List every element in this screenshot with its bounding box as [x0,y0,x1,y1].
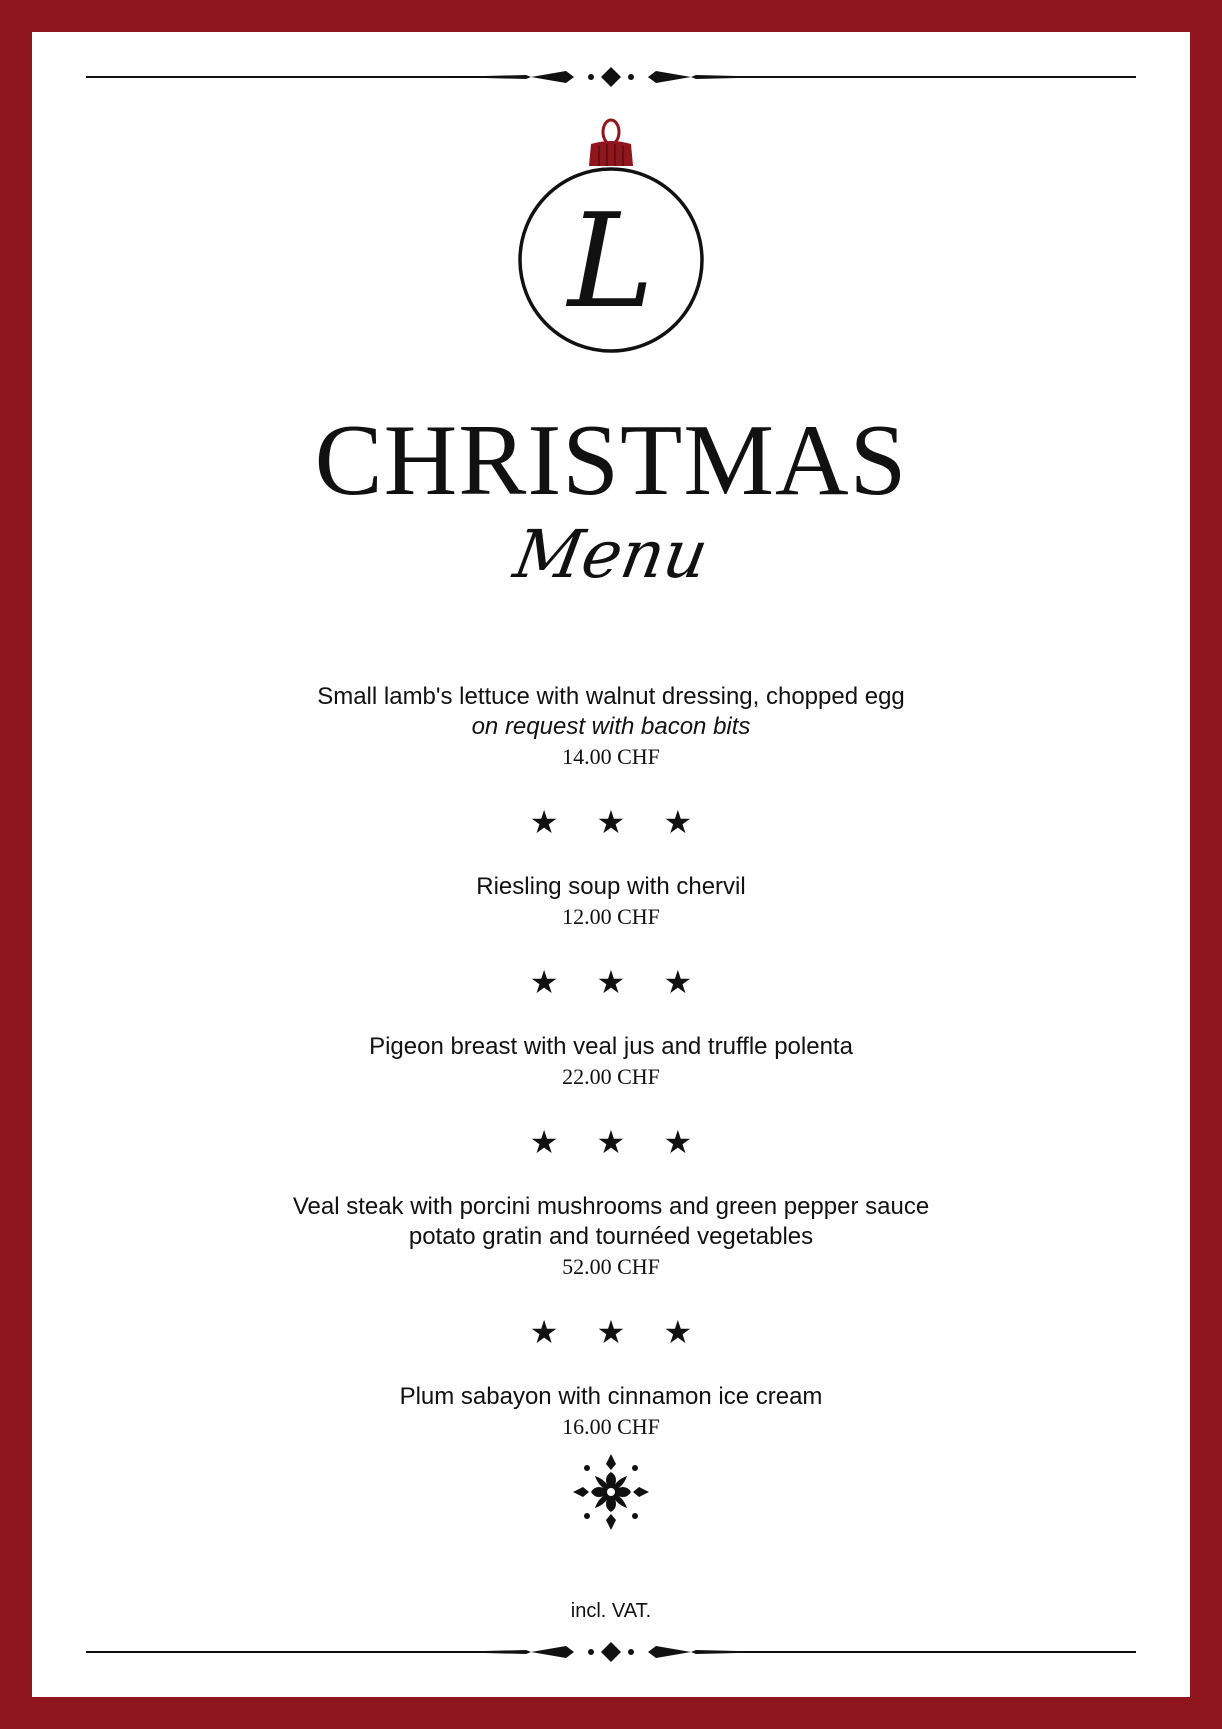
menu-title: CHRISTMAS [314,404,908,517]
dish-name: Pigeon breast with veal jus and truffle polenta [369,1033,853,1060]
snowflake-icon [569,1450,653,1534]
christmas-bauble-icon [511,118,711,390]
dish-name: Small lamb's lettuce with walnut dressing, chopped egg [317,683,905,710]
dish-name: Riesling soup with chervil [476,873,746,900]
dish-side: potato gratin and tournéed vegetables [408,1223,814,1250]
dish-price: 16.00 CHF [562,1414,660,1439]
course-item [32,872,1190,932]
menu-subtitle: Menu [508,516,714,593]
star-separator: ★ ★ ★ [529,1123,707,1161]
dish-price: 14.00 CHF [562,744,660,769]
course-item [32,1032,1190,1092]
star-separator: ★ ★ ★ [529,1313,707,1351]
dish-name: Veal steak with porcini mushrooms and green pepper sauce [292,1193,930,1220]
course-item [32,682,1190,772]
course-list [32,682,1190,1442]
vat-note: incl. VAT. [570,1600,652,1622]
dish-price: 12.00 CHF [562,904,660,929]
star-separator: ★ ★ ★ [529,963,707,1001]
course-item [32,1382,1190,1442]
course-item [32,1192,1190,1282]
star-separator: ★ ★ ★ [529,803,707,841]
dish-name: Plum sabayon with cinnamon ice cream [399,1383,823,1410]
dish-note: on request with bacon bits [471,713,751,740]
bottom-divider-ornament [86,1637,1136,1667]
dish-price: 52.00 CHF [562,1254,660,1279]
menu-page [32,32,1190,1697]
monogram-logo: L [567,185,655,337]
dish-price: 22.00 CHF [562,1064,660,1089]
top-divider-ornament [86,62,1136,92]
